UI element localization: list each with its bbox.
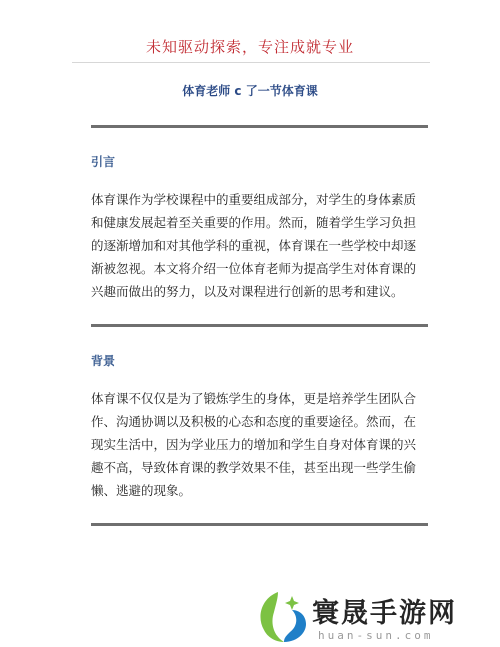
site-watermark [240, 588, 500, 647]
leaf-swirl-logo-icon [248, 588, 312, 647]
section-heading-background: 背景 [91, 354, 116, 368]
section-divider [91, 523, 428, 526]
section-heading-intro: 引言 [91, 155, 116, 169]
document-title: 体育老师 c 了一节体育课 [182, 84, 318, 98]
top-banner-slogan: 未知驱动探索，专注成就专业 [145, 38, 354, 56]
top-divider [72, 62, 430, 63]
section-body-background: 体育课不仅仅是为了锻炼学生的身体，更是培养学生团队合作、沟通协调以及积极的心态和态度的重要途径。然而，在现实生活中，因为学业压力的增加和学生自身对体育课的兴趣不高，导致体育课的教学效果不佳，甚至出现一些学生偷懒、逃避的现象。 [91, 391, 417, 498]
section-divider [91, 125, 428, 128]
watermark-site-name: 寰晟手游网 [312, 598, 457, 629]
section-body-intro: 体育课作为学校课程中的重要组成部分，对学生的身体素质和健康发展起着至关重要的作用。然而，随着学生学习负担的逐渐增加和对其他学科的重视，体育课在一些学校中却逐渐被忽视。本文将介绍一位体育老师为提高学生对体育课的兴趣而做出的努力，以及对课程进行创新的思考和建议。 [91, 192, 417, 299]
section-divider [91, 324, 428, 327]
watermark-site-url: huan-sun.com [318, 629, 434, 642]
